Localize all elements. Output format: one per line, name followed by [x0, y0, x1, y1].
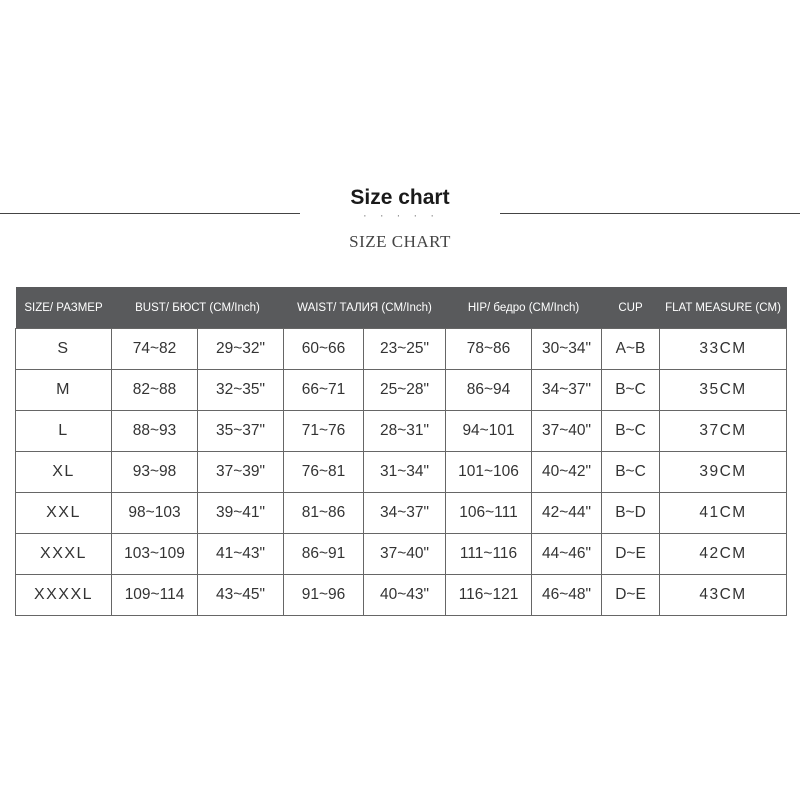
cell-waist-in: 40~43"	[364, 575, 446, 616]
cell-waist-in: 37~40"	[364, 534, 446, 575]
cell-cup: B~C	[602, 411, 660, 452]
cell-waist-in: 23~25"	[364, 329, 446, 370]
header-waist: WAIST/ ТАЛИЯ (CM/Inch)	[284, 287, 446, 329]
header-cup: CUP	[602, 287, 660, 329]
page-subtitle: SIZE CHART	[349, 232, 451, 251]
cell-hip-in: 46~48"	[532, 575, 602, 616]
table-row	[16, 370, 787, 411]
cell-hip-in: 42~44"	[532, 493, 602, 534]
cell-cup: B~C	[602, 452, 660, 493]
cell-hip-in: 37~40"	[532, 411, 602, 452]
cell-waist-cm: 66~71	[284, 370, 364, 411]
cell-waist-cm: 91~96	[284, 575, 364, 616]
cell-cup: B~C	[602, 370, 660, 411]
header-hip: HIP/ бедро (CM/Inch)	[446, 287, 602, 329]
cell-waist-in: 28~31"	[364, 411, 446, 452]
cell-flat: 37CM	[660, 411, 787, 452]
table-row	[16, 411, 787, 452]
cell-waist-cm: 60~66	[284, 329, 364, 370]
cell-bust-in: 39~41"	[198, 493, 284, 534]
cell-hip-in: 40~42"	[532, 452, 602, 493]
cell-hip-cm: 116~121	[446, 575, 532, 616]
cell-waist-in: 34~37"	[364, 493, 446, 534]
cell-waist-cm: 81~86	[284, 493, 364, 534]
header-bust: BUST/ БЮСТ (CM/Inch)	[112, 287, 284, 329]
cell-bust-in: 37~39"	[198, 452, 284, 493]
cell-size: XXXL	[16, 534, 112, 575]
cell-bust-in: 29~32"	[198, 329, 284, 370]
cell-hip-cm: 106~111	[446, 493, 532, 534]
cell-bust-cm: 93~98	[112, 452, 198, 493]
cell-hip-cm: 101~106	[446, 452, 532, 493]
page-title: Size chart	[350, 186, 450, 209]
cell-bust-in: 35~37"	[198, 411, 284, 452]
cell-size: XXL	[16, 493, 112, 534]
header-flat-measure: FLAT MEASURE (CM)	[660, 287, 787, 329]
cell-size: M	[16, 370, 112, 411]
cell-hip-cm: 111~116	[446, 534, 532, 575]
cell-size: S	[16, 329, 112, 370]
cell-flat: 33CM	[660, 329, 787, 370]
cell-hip-cm: 94~101	[446, 411, 532, 452]
cell-waist-cm: 71~76	[284, 411, 364, 452]
cell-size: XXXXL	[16, 575, 112, 616]
cell-bust-cm: 103~109	[112, 534, 198, 575]
cell-bust-cm: 88~93	[112, 411, 198, 452]
cell-flat: 43CM	[660, 575, 787, 616]
cell-hip-in: 34~37"	[532, 370, 602, 411]
cell-cup: D~E	[602, 575, 660, 616]
cell-flat: 39CM	[660, 452, 787, 493]
cell-cup: B~D	[602, 493, 660, 534]
cell-bust-cm: 98~103	[112, 493, 198, 534]
cell-waist-in: 25~28"	[364, 370, 446, 411]
cell-size: L	[16, 411, 112, 452]
table-row	[16, 452, 787, 493]
title-decoration: · · · · ·	[362, 212, 438, 222]
table-header-row	[16, 287, 787, 329]
cell-hip-cm: 86~94	[446, 370, 532, 411]
cell-cup: A~B	[602, 329, 660, 370]
cell-size: XL	[16, 452, 112, 493]
cell-bust-in: 43~45"	[198, 575, 284, 616]
table-row	[16, 575, 787, 616]
table-row	[16, 534, 787, 575]
cell-flat: 35CM	[660, 370, 787, 411]
cell-hip-in: 44~46"	[532, 534, 602, 575]
cell-bust-cm: 74~82	[112, 329, 198, 370]
cell-flat: 42CM	[660, 534, 787, 575]
cell-hip-cm: 78~86	[446, 329, 532, 370]
table-row	[16, 329, 787, 370]
cell-waist-cm: 86~91	[284, 534, 364, 575]
cell-bust-cm: 109~114	[112, 575, 198, 616]
cell-bust-in: 41~43"	[198, 534, 284, 575]
cell-cup: D~E	[602, 534, 660, 575]
cell-flat: 41CM	[660, 493, 787, 534]
cell-bust-cm: 82~88	[112, 370, 198, 411]
size-chart-table	[15, 287, 787, 616]
cell-bust-in: 32~35"	[198, 370, 284, 411]
cell-waist-cm: 76~81	[284, 452, 364, 493]
header-size: SIZE/ РАЗМЕР	[16, 287, 112, 329]
cell-waist-in: 31~34"	[364, 452, 446, 493]
cell-hip-in: 30~34"	[532, 329, 602, 370]
table-row	[16, 493, 787, 534]
